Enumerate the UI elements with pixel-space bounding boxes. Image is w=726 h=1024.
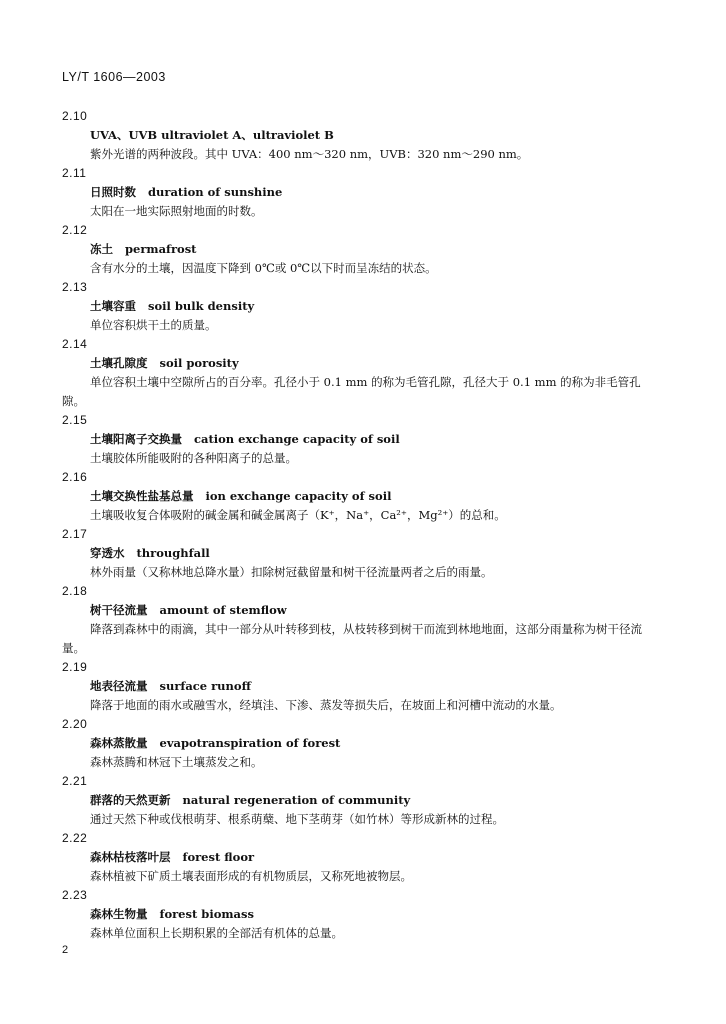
term-entry	[62, 278, 662, 335]
term-entry	[62, 164, 662, 221]
entry-number: 2.13	[62, 280, 88, 294]
entry-definition: 紫外光谱的两种波段。其中 UVA：400 nm～320 nm，UVB：320 nm～290 nm。	[90, 147, 529, 161]
entry-term	[62, 126, 662, 145]
entry-term	[62, 183, 662, 202]
entry-number: 2.19	[62, 660, 88, 674]
term-entry	[62, 582, 662, 658]
term-english: duration of sunshine	[148, 185, 283, 199]
term-chinese: 森林生物量	[90, 907, 148, 921]
entry-number: 2.22	[62, 831, 88, 845]
entry-term	[62, 677, 662, 696]
term-english: natural regeneration of community	[182, 793, 411, 807]
term-chinese: 土壤容重	[90, 299, 136, 313]
entry-term	[62, 905, 662, 924]
term-entry	[62, 829, 662, 886]
term-entry	[62, 658, 662, 715]
term-entry	[62, 715, 662, 772]
term-chinese: 冻土	[90, 242, 113, 256]
term-english: permafrost	[125, 242, 197, 256]
term-chinese: 土壤孔隙度	[90, 356, 148, 370]
term-english: forest floor	[182, 850, 255, 864]
entry-term	[62, 848, 662, 867]
entry-number: 2.11	[62, 166, 87, 180]
entry-number: 2.14	[62, 337, 88, 351]
term-english: amount of stemflow	[159, 603, 287, 617]
term-entry	[62, 411, 662, 468]
term-entry	[62, 107, 662, 164]
term-entry	[62, 886, 662, 943]
entry-definition: 通过天然下种或伐根萌芽、根系萌蘖、地下茎萌芽（如竹林）等形成新林的过程。	[90, 812, 504, 826]
entry-number: 2.16	[62, 470, 88, 484]
entry-term	[62, 430, 662, 449]
term-english: ion exchange capacity of soil	[205, 489, 392, 503]
entry-number: 2.15	[62, 413, 88, 427]
entry-number: 2.12	[62, 223, 88, 237]
entry-number: 2.10	[62, 109, 88, 123]
entry-number: 2.23	[62, 888, 88, 902]
entry-term	[62, 354, 662, 373]
term-entry	[62, 525, 662, 582]
term-entry	[62, 468, 662, 525]
term-english: UVA、UVB ultraviolet A、ultraviolet B	[90, 128, 334, 142]
entry-number: 2.17	[62, 527, 88, 541]
entry-term	[62, 544, 662, 563]
entry-term	[62, 297, 662, 316]
entry-term	[62, 601, 662, 620]
entry-number: 2.21	[62, 774, 88, 788]
entry-definition: 降落到森林中的雨滴，其中一部分从叶转移到枝，从枝转移到树干而流到林地地面，这部分雨量称为树干径流量。	[62, 622, 642, 655]
entry-definition: 森林植被下矿质土壤表面形成的有机物质层，又称死地被物层。	[90, 869, 412, 883]
entry-definition: 土壤胶体所能吸附的各种阳离子的总量。	[90, 451, 297, 465]
term-chinese: 群落的天然更新	[90, 793, 171, 807]
term-chinese: 森林枯枝落叶层	[90, 850, 171, 864]
term-chinese: 森林蒸散量	[90, 736, 148, 750]
term-entry	[62, 221, 662, 278]
entry-definition: 森林单位面积上长期积累的全部活有机体的总量。	[90, 926, 343, 940]
term-chinese: 日照时数	[90, 185, 136, 199]
term-english: forest biomass	[159, 907, 254, 921]
term-english: soil bulk density	[148, 299, 255, 313]
standard-code-header: LY/T 1606—2003	[62, 70, 166, 84]
term-chinese: 树干径流量	[90, 603, 148, 617]
term-english: soil porosity	[159, 356, 239, 370]
term-english: cation exchange capacity of soil	[194, 432, 400, 446]
term-entry	[62, 335, 662, 411]
term-english: surface runoff	[159, 679, 252, 693]
term-entry	[62, 772, 662, 829]
entry-definition: 太阳在一地实际照射地面的时数。	[90, 204, 263, 218]
entry-number: 2.20	[62, 717, 88, 731]
term-english: throughfall	[136, 546, 210, 560]
entry-definition: 含有水分的土壤，因温度下降到 0℃或 0℃以下时而呈冻结的状态。	[90, 261, 437, 275]
entry-term	[62, 240, 662, 259]
entry-definition: 单位容积烘干土的质量。	[90, 318, 217, 332]
entry-definition: 林外雨量（又称林地总降水量）扣除树冠截留量和树干径流量两者之后的雨量。	[90, 565, 493, 579]
page-number: 2	[62, 944, 69, 956]
term-chinese: 穿透水	[90, 546, 125, 560]
term-chinese: 土壤阳离子交换量	[90, 432, 182, 446]
term-english: evapotranspiration of forest	[159, 736, 341, 750]
entry-definition: 单位容积土壤中空隙所占的百分率。孔径小于 0.1 mm 的称为毛管孔隙，孔径大于 0.1 mm 的称为非毛管孔隙。	[62, 375, 641, 408]
entry-definition: 降落于地面的雨水或融雪水，经填洼、下渗、蒸发等损失后，在坡面上和河槽中流动的水量。	[90, 698, 562, 712]
entry-definition: 森林蒸腾和林冠下土壤蒸发之和。	[90, 755, 263, 769]
entry-term	[62, 791, 662, 810]
entry-term	[62, 734, 662, 753]
entry-term	[62, 487, 662, 506]
term-definition-list	[62, 107, 662, 943]
term-chinese: 地表径流量	[90, 679, 148, 693]
entry-definition: 土壤吸收复合体吸附的碱金属和碱金属离子（K⁺，Na⁺，Ca²⁺，Mg²⁺）的总和。	[90, 508, 506, 522]
entry-number: 2.18	[62, 584, 88, 598]
term-chinese: 土壤交换性盐基总量	[90, 489, 194, 503]
